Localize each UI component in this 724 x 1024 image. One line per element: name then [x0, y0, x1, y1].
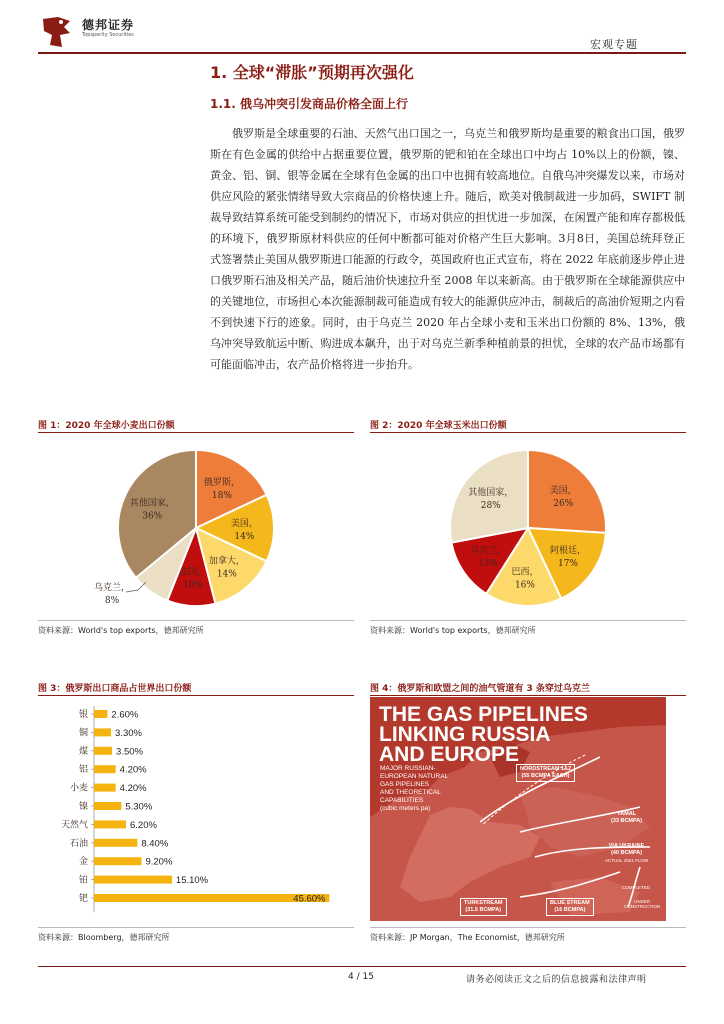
bar-value-label: 15.10%	[175, 875, 209, 887]
pie-label-name-1: 美国，	[230, 519, 258, 529]
figure1-source-rule	[38, 620, 354, 621]
figure2-rule	[370, 432, 686, 433]
bar-value-label: 9.20%	[145, 856, 173, 868]
bar-7	[94, 839, 137, 847]
figure4-title: 图 4：俄罗斯和欧盟之间的油气管道有 3 条穿过乌克兰	[370, 684, 590, 694]
bar-6	[94, 820, 126, 828]
pie-label-name-0: 美国，	[549, 485, 577, 496]
figure1-rule	[38, 432, 354, 433]
corn-pie-chart	[370, 436, 686, 616]
bar-4	[94, 784, 116, 792]
map-legend-under-construction: UNDER CONSTRUCTION	[624, 899, 661, 909]
map-tag-yamal: YAMAL (33 BCMPA)	[611, 811, 643, 824]
body-paragraph: 俄罗斯是全球重要的石油、天然气出口国之一，乌克兰和俄罗斯均是重要的粮食出口国，俄罗斯在有色金属的供给中占据重要位置，俄罗斯的钯和铂在全球出口中均占 10%以上的份额，镍、黄金、铝、铜、银等金属在全球有色金属的出口中也拥有较高地位。自俄乌冲突爆发以来，市场对供应风险的紧张情绪导致大宗商品的价格快速上升。随后，欧美对俄制裁进一步加码，SWIFT 制裁导致结算系统可能受到制约的情况下，市场对供应的担忧进一步加深，在闲置产能和库存都极低的环境下，俄罗斯原材料供应的任何中断都可能对价格产生巨大影响。3月8日，美国总统拜登正式签署禁止美国从俄罗斯进口能源的行政令，英国政府也正式宣布，将在 2022 年底前逐步停止进口俄罗斯石油及相关产品，随后油价快速拉升至 2008 年以来新高。由于俄罗斯在全球能源供应中的关键地位，市场担心本次能源制裁可能造成有较大的能源供应冲击，制裁后的高油价短期之内看不到快速下行的迹象。同时，由于乌克兰 2020 年占全球小麦和玉米出口份额的 8%、13%，俄乌冲突导致航运中断、购进成本飙升，出于对乌克兰新季种植前景的担忧，全球的农产品市场都有可能面临冲击，农产品价格将进一步抬升。	[210, 127, 685, 371]
figure2-source-rule	[370, 620, 686, 621]
bar-category-label: 石油	[69, 838, 88, 849]
pie-label-name-4: 其他国家，	[468, 488, 514, 499]
map-subtitle-line-2: EUROPEAN NATURAL	[380, 773, 449, 780]
map-tag-bluestream: BLUE STREAM (16 BCMPA)	[546, 898, 594, 916]
figure3-rule	[38, 695, 354, 696]
figure3-source-rule	[38, 927, 354, 928]
map-subtitle-line-3: GAS PIPELINES	[380, 781, 430, 788]
map-tag-turkstream: TURKSTREAM (31.5 BCMPA)	[460, 898, 507, 916]
map-subtitle-line-5: CAPABILITIES	[380, 797, 424, 804]
subsection-heading: 1.1. 俄乌冲突引发商品价格全面上行	[210, 97, 408, 111]
company-logo-icon	[40, 15, 74, 49]
footer-divider	[38, 966, 686, 967]
footer-disclaimer: 请务必阅读正文之后的信息披露和法律声明	[466, 975, 647, 985]
pie-label-name-1: 阿根廷，	[549, 546, 587, 557]
report-type: 宏观专题	[590, 38, 638, 51]
bar-category-label: 小麦	[69, 783, 88, 794]
map-subtitle-line-4: AND THEORETICAL	[380, 789, 441, 796]
figure2-title: 图 2：2020 年全球玉米出口份额	[370, 421, 507, 431]
bar-category-label: 铝	[78, 765, 88, 776]
bar-value-label: 3.50%	[116, 746, 143, 758]
map-subtitle-line-1: MAJOR RUSSIAN-	[380, 765, 436, 772]
bar-category-label: 煤	[78, 746, 88, 757]
bar-value-label: 6.20%	[129, 819, 157, 831]
pie-label-name-3: 法国，	[179, 567, 207, 578]
bar-8	[94, 857, 141, 865]
bar-value-label: 2.60%	[111, 709, 139, 721]
pie-label-name-2: 巴西，	[511, 567, 539, 578]
pie-label-name-3: 乌克兰，	[469, 546, 507, 557]
pie-label-value-3: 13%	[477, 559, 499, 570]
pie-label-value-1: 17%	[557, 559, 579, 570]
bar-value-label: 45.60%	[293, 893, 326, 905]
bar-9	[94, 876, 172, 884]
logo-name-en: Topsperity Securities	[82, 32, 134, 38]
figure1-source: 资料来源：World's top exports，德邦研究所	[38, 626, 204, 635]
wheat-pie-chart	[38, 436, 354, 616]
figure4-source: 资料来源：JP Morgan，The Economist，德邦研究所	[370, 933, 565, 942]
section-heading: 1. 全球“滞胀”预期再次强化	[210, 63, 414, 82]
russia-export-share-bar-chart	[38, 700, 358, 926]
pie-label-value-5: 36%	[142, 511, 163, 522]
bar-value-label: 4.20%	[119, 764, 147, 776]
bar-value-label: 3.30%	[115, 727, 142, 739]
bar-value-label: 5.30%	[125, 801, 153, 813]
bar-value-label: 8.40%	[141, 838, 169, 850]
pie-label-value-4: 8%	[104, 596, 120, 606]
bar-category-label: 银	[78, 710, 88, 720]
pie-label-value-4: 28%	[480, 501, 501, 512]
map-tag-via-ukraine: VIA UKRAINE (40 BCMPA) ACTUAL 2021 FLOW	[605, 843, 649, 863]
map-subtitle-line-6: (cubic meters pa)	[380, 805, 431, 812]
bar-category-label: 镍	[78, 802, 88, 812]
map-legend-completed: COMPLETED	[622, 885, 651, 890]
pie-label-value-3: 10%	[182, 580, 203, 591]
pie-label-value-0: 26%	[553, 498, 574, 509]
logo-name-cn: 德邦证券	[82, 18, 135, 32]
bar-2	[94, 747, 112, 755]
bar-1	[94, 728, 111, 736]
page-number: 4 / 15	[348, 972, 374, 982]
map-title-line-1: THE GAS PIPELINES	[379, 703, 588, 726]
bar-category-label: 铂	[78, 875, 88, 886]
figure2-source: 资料来源：World's top exports，德邦研究所	[370, 626, 536, 635]
bar-3	[94, 765, 116, 773]
pie-label-name-5: 其他国家，	[129, 498, 175, 509]
figure3-title: 图 3：俄罗斯出口商品占世界出口份额	[38, 684, 192, 694]
bar-value-label: 4.20%	[119, 783, 147, 795]
figure4-rule	[370, 695, 686, 696]
figure3-source: 资料来源：Bloomberg，德邦研究所	[38, 933, 170, 942]
pie-label-value-2: 16%	[514, 580, 535, 591]
header-divider	[38, 52, 686, 54]
bar-category-label: 金	[78, 857, 88, 868]
figure4-source-rule	[370, 927, 686, 928]
gas-pipeline-map	[370, 697, 666, 921]
bar-category-label: 钯	[78, 894, 88, 904]
pie-label-value-2: 14%	[216, 569, 237, 580]
map-tag-nordstream: NORDSTREAM 1&2 (55 BCMPA EACH)	[516, 764, 575, 782]
pie-label-name-0: 俄罗斯，	[203, 478, 240, 489]
figure1-title: 图 1：2020 年全球小麦出口份额	[38, 421, 175, 431]
map-title-line-3: AND EUROPE	[379, 743, 520, 766]
bar-category-label: 天然气	[60, 820, 88, 831]
bar-5	[94, 802, 121, 810]
pie-label-name-2: 加拿大，	[208, 556, 245, 567]
pie-label-value-1: 14%	[234, 532, 255, 542]
pie-label-value-0: 18%	[211, 491, 232, 502]
bar-category-label: 铜	[78, 728, 88, 739]
pie-label-name-4: 乌克兰，	[93, 583, 131, 593]
bar-0	[94, 710, 107, 718]
map-title-line-2: LINKING RUSSIA	[379, 723, 551, 746]
